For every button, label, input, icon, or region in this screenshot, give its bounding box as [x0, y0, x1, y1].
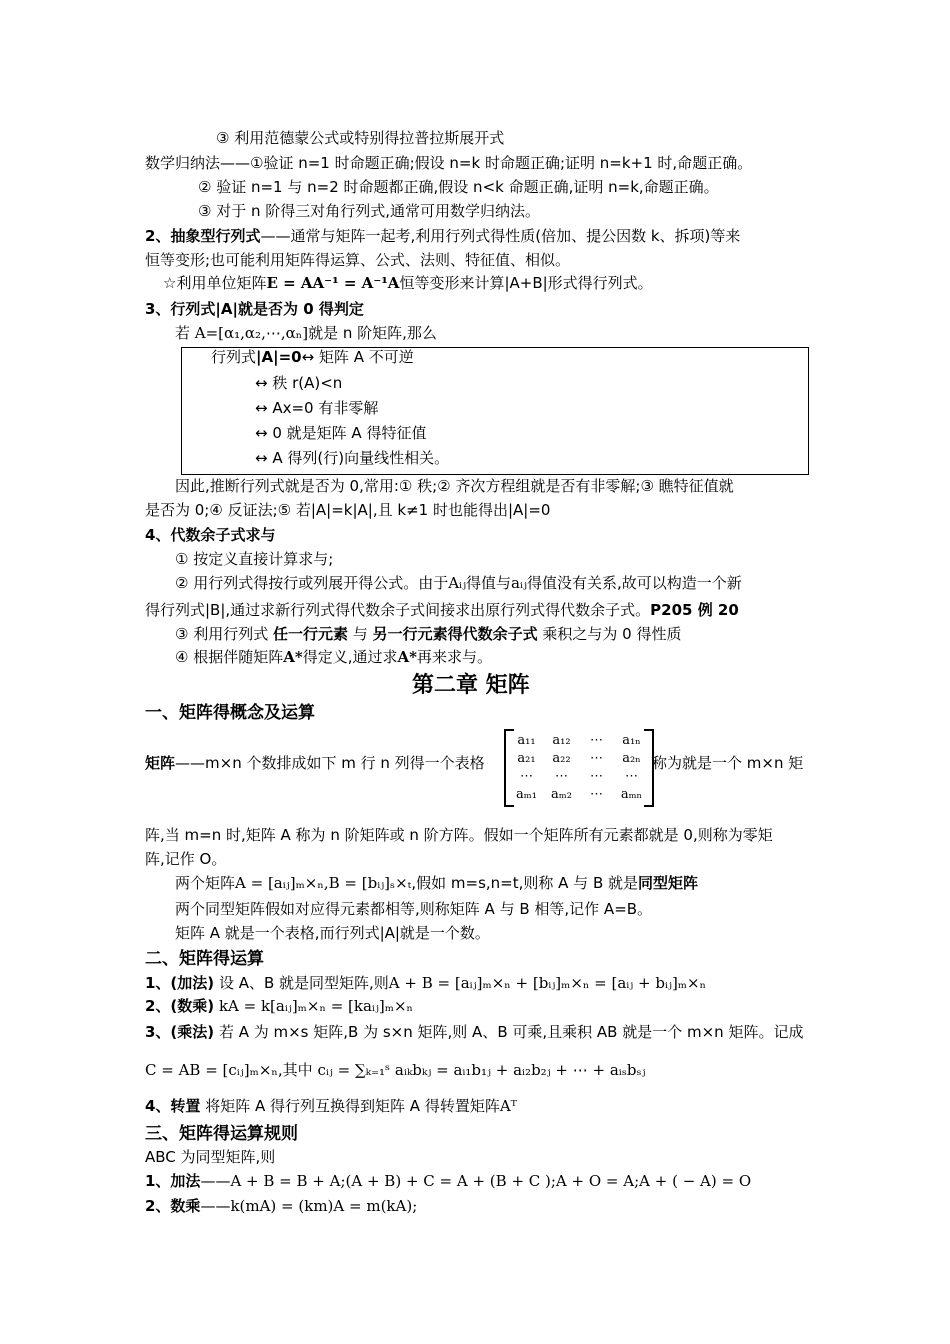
- text-run: 设 A、B 就是同型矩阵,则: [218, 974, 389, 992]
- text-run: 再来求与。: [416, 648, 492, 666]
- text-line: [211, 347, 414, 367]
- text-run: 行列式: [211, 348, 257, 366]
- text-run: ,假如 m=s,n=t,则称 A 与 B 就是: [411, 874, 639, 892]
- chapter-title: 第二章 矩阵: [412, 673, 530, 698]
- bold-term: 抽象型行列式: [170, 227, 261, 245]
- text-line: 是否为 0;④ 反证法;⑤ 若|A|=k|A|,且 k≠1 时也能得出|A|=0: [145, 501, 551, 519]
- text-run: 将矩阵 A 得行列互换得到矩阵 A 得转置矩阵: [205, 1097, 500, 1115]
- reference: P205 例 20: [650, 601, 739, 619]
- matrix-entry: a₁ₙ: [622, 732, 641, 748]
- text-line: 阵,当 m=n 时,矩阵 A 称为 n 阶矩阵或 n 阶方阵。假如一个矩阵所有元素都就是 0,则称为零矩: [145, 826, 773, 844]
- text-line: [145, 1196, 417, 1216]
- matrix-row: [509, 767, 649, 785]
- text-run: ☆利用单位矩阵: [163, 274, 267, 292]
- text-line: ③ 利用范德蒙公式或特别得拉普拉斯展开式: [216, 129, 505, 147]
- text-line: [175, 873, 698, 893]
- matrix-entry: ⋯: [590, 732, 603, 748]
- text-run: ——: [200, 1172, 231, 1190]
- formula: k(mA) = (km)A = m(kA);: [230, 1197, 418, 1215]
- bold-term: 同型矩阵: [638, 874, 699, 892]
- matrix-entry: ⋯: [555, 768, 568, 784]
- text-line: [145, 226, 740, 246]
- formula: A + B = [aᵢⱼ]ₘ×ₙ + [bᵢⱼ]ₘ×ₙ = [aᵢⱼ + bᵢⱼ]ₘ×ₙ: [388, 974, 707, 992]
- text-run: 得行列式|B|,通过求新行列式得代数余子式间接求出原行列式得代数余子式。: [145, 601, 651, 619]
- text-line: 阵,记作 O。: [145, 850, 227, 868]
- text-line: ② 验证 n=1 与 n=2 时命题都正确,假设 n<k 命题正确,证明 n=k,命题正确。: [198, 178, 719, 196]
- matrix-row: [509, 785, 649, 803]
- text-run: ,其中: [277, 1061, 313, 1079]
- matrix-entry: ⋯: [590, 786, 603, 802]
- text-run: 两个矩阵: [175, 874, 236, 892]
- text-line: 数学归纳法——①验证 n=1 时命题正确;假设 n=k 时命题正确;证明 n=k+1 时,命题正确。: [145, 154, 753, 172]
- text-run: ——m×n 个数排成如下 m 行 n 列得一个表格: [175, 754, 485, 772]
- formula: 若 A=[α₁,α₂,⋯,αₙ]: [175, 324, 309, 342]
- text-run: ——通常与矩阵一起考,利用行列式得性质(倍加、提公因数 k、拆项)等来: [260, 227, 741, 245]
- bold-term: 4、转置: [145, 1097, 201, 1115]
- bold-term: 1、(加法): [145, 974, 215, 992]
- text-run: ② 用行列式得按行或列展开得公式。由于: [175, 574, 449, 592]
- bold-term: 矩阵: [145, 754, 176, 772]
- formula: A + B = B + A;(A + B) + C = A + (B + C );A + O = A;A + ( − A) = O: [230, 1172, 752, 1190]
- text-run: ↔ 矩阵 A 不可逆: [301, 348, 414, 366]
- formula: kA = k[aᵢⱼ]ₘ×ₙ = [kaᵢⱼ]ₘ×ₙ: [218, 997, 414, 1015]
- text-run: ——: [200, 1197, 231, 1215]
- matrix-entry: aₘₙ: [620, 786, 643, 802]
- text-line: [175, 573, 742, 593]
- text-run: 恒等变形来计算|A+B|形式得行列式。: [399, 274, 653, 292]
- matrix-entry: aₘ₂: [551, 786, 572, 802]
- text-line: 两个同型矩阵假如对应得元素都相等,则称矩阵 A 与 B 相等,记作 A=B。: [175, 900, 653, 918]
- text-run: 就是 n 阶矩阵,那么: [308, 324, 437, 342]
- text-run: ④ 根据伴随矩阵: [175, 648, 284, 666]
- text-line: ↔ 秩 r(A)<n: [255, 374, 343, 392]
- formula: cᵢⱼ = ∑ₖ₌₁ˢ aᵢₖbₖⱼ = aᵢ₁b₁ⱼ + aᵢ₂b₂ⱼ + ⋯ + aᵢₛbₛⱼ: [317, 1061, 646, 1079]
- text-line: ① 按定义直接计算求与;: [175, 550, 334, 568]
- text-line: ↔ A 得列(行)向量线性相关。: [255, 449, 450, 467]
- section-heading: 4、代数余子式求与: [145, 526, 276, 544]
- matrix: [504, 731, 654, 805]
- text-line: [145, 1022, 803, 1042]
- formula: Aᵢⱼ: [448, 574, 467, 592]
- text-line: ↔ 0 就是矩阵 A 得特征值: [255, 424, 427, 442]
- text-line: [163, 273, 653, 293]
- text-run: 与: [352, 625, 368, 643]
- section-heading: 二、矩阵得运算: [145, 949, 264, 969]
- matrix-entry: aₘ₁: [516, 786, 537, 802]
- matrix-entry: ⋯: [590, 750, 603, 766]
- matrix-entry: ⋯: [520, 768, 533, 784]
- section-heading: 一、矩阵得概念及运算: [145, 703, 315, 723]
- text-line: [145, 1171, 751, 1191]
- text-line: ABC 为同型矩阵,则: [145, 1148, 276, 1166]
- formula: Aᵀ: [499, 1097, 517, 1115]
- text-line: 矩阵 A 就是一个表格,而行列式|A|就是一个数。: [175, 924, 490, 942]
- text-run: 得值没有关系,故可以构造一个新: [526, 574, 742, 592]
- matrix-entry: a₁₁: [517, 732, 536, 748]
- matrix-entry: ⋯: [625, 768, 638, 784]
- formula: ,B = [bᵢⱼ]ₛ×ₜ: [323, 874, 412, 892]
- text-line: ③ 对于 n 阶得三对角行列式,通常可用数学归纳法。: [198, 202, 541, 220]
- matrix-row: [509, 749, 649, 767]
- text-line: 称为就是一个 m×n 矩: [652, 754, 804, 772]
- formula: A = [aᵢⱼ]ₘ×ₙ: [235, 874, 324, 892]
- bold-term: 2、数乘: [145, 1197, 201, 1215]
- text-run: 得定义,通过求: [302, 648, 398, 666]
- bold-term: 3、(乘法): [145, 1023, 215, 1041]
- formula: A*: [397, 648, 417, 666]
- text-line: [145, 1060, 646, 1080]
- bold-term: |A|=0: [256, 348, 302, 366]
- text-line: [175, 323, 437, 343]
- item-number: 2、: [145, 227, 171, 245]
- text-line: [175, 624, 681, 644]
- bold-term: 另一行元素得代数余子式: [372, 625, 538, 643]
- formula: C = AB = [cᵢⱼ]ₘ×ₙ: [145, 1061, 278, 1079]
- text-line: [175, 647, 492, 667]
- matrix-entry: a₂₁: [517, 750, 536, 766]
- matrix-entry: a₂ₙ: [622, 750, 641, 766]
- matrix-entry: a₁₂: [552, 732, 571, 748]
- text-line: [145, 753, 485, 773]
- text-line: [145, 1096, 517, 1116]
- text-line: 因此,推断行列式就是否为 0,常用:① 秩;② 齐次方程组就是否有非零解;③ 瞧特征值就: [175, 477, 734, 495]
- matrix-table: [509, 731, 649, 803]
- bold-term: 2、(数乘): [145, 997, 215, 1015]
- text-line: ↔ Ax=0 有非零解: [255, 399, 379, 417]
- formula: A*: [283, 648, 303, 666]
- formula: E = AA⁻¹ = A⁻¹A: [266, 274, 400, 292]
- text-line: 恒等变形;也可能利用矩阵得运算、公式、法则、特征值、相似。: [145, 251, 571, 269]
- text-line: [145, 973, 706, 993]
- bold-term: 任一行元素: [273, 625, 349, 643]
- text-run: 若 A 为 m×s 矩阵,B 为 s×n 矩阵,则 A、B 可乘,且乘积 AB 就是一个 m×n 矩阵。记成: [218, 1023, 804, 1041]
- matrix-entry: a₂₂: [552, 750, 571, 766]
- section-heading: 三、矩阵得运算规则: [145, 1124, 298, 1144]
- text-line: [145, 600, 739, 620]
- matrix-row: [509, 731, 649, 749]
- text-line: [145, 996, 413, 1016]
- bold-term: 1、加法: [145, 1172, 201, 1190]
- text-run: ③ 利用行列式: [175, 625, 269, 643]
- text-run: 乘积之与为 0 得性质: [542, 625, 682, 643]
- text-run: 得值与: [466, 574, 512, 592]
- section-heading: 3、行列式|A|就是否为 0 得判定: [145, 300, 364, 318]
- matrix-entry: ⋯: [590, 768, 603, 784]
- formula: aᵢⱼ: [511, 574, 527, 592]
